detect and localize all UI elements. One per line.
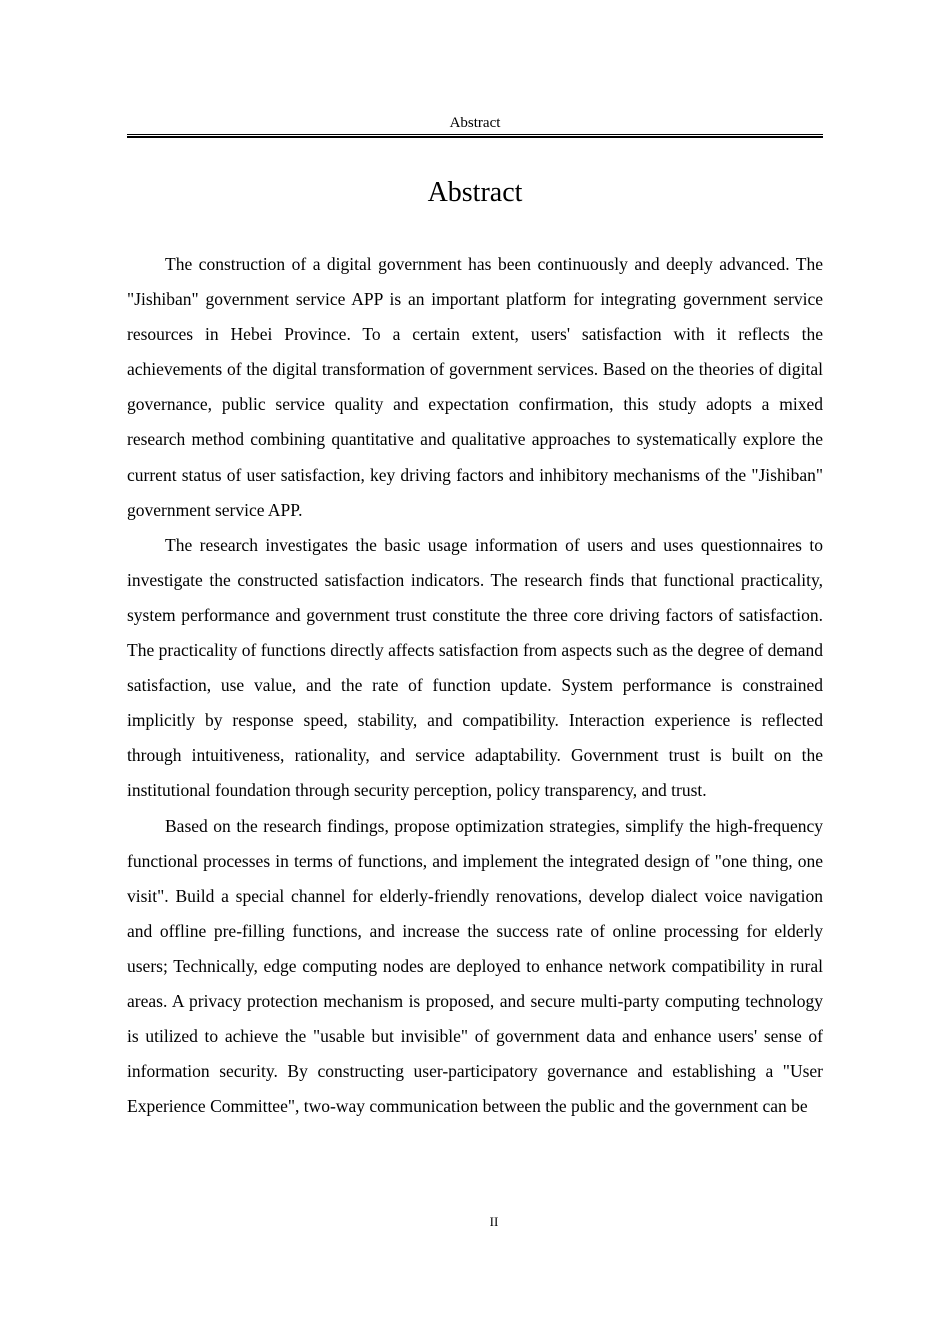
abstract-body [127, 247, 823, 1124]
abstract-paragraph-2: The research investigates the basic usage information of users and uses questionnaires to investigate the constructed satisfaction indicators. The research finds that functional practicality, system performance and government trust constitute the three core driving factors of satisfaction. The practicality of functions directly affects satisfaction from aspects such as the degree of demand satisfaction, use value, and the rate of function update. System performance is constrained implicitly by response speed, stability, and compatibility. Interaction experience is reflected through intuitiveness, rationality, and service adaptability. Government trust is built on the institutional foundation through security perception, policy transparency, and trust. [127, 534, 823, 801]
running-header: Abstract [449, 115, 501, 131]
abstract-paragraph-1: The construction of a digital government has been continuously and deeply advanced. The "Jishiban" government service APP is an important platform for integrating government service resources in Hebei Province. To a certain extent, users' satisfaction with it reflects the achievements of the digital transformation of government services. Based on the theories of digital governance, public service quality and expectation confirmation, this study adopts a mixed research method combining quantitative and qualitative approaches to systematically explore the current status of user satisfaction, key driving factors and inhibitory mechanisms of the "Jishiban" government service APP. [127, 254, 823, 520]
page-title: Abstract [427, 177, 523, 208]
header-rule-thin [127, 134, 823, 135]
abstract-paragraph-3: Based on the research findings, propose optimization strategies, simplify the high-frequency functional processes in terms of functions, and implement the integrated design of "one thing, one visit". Build a special channel for elderly-friendly renovations, develop dialect voice navigation and offline pre-filling functions, and increase the success rate of online processing for elderly users; Technically, edge computing nodes are deployed to enhance network compatibility in rural areas. A privacy protection mechanism is proposed, and secure multi-party computing technology is utilized to achieve the "usable but invisible" of government data and enhance users' sense of information security. By constructing user-participatory governance and establishing a "User Experience Committee", two-way communication between the public and the government can be [127, 815, 823, 1117]
header-rule-thick [127, 136, 823, 138]
page-number: II [489, 1214, 499, 1229]
